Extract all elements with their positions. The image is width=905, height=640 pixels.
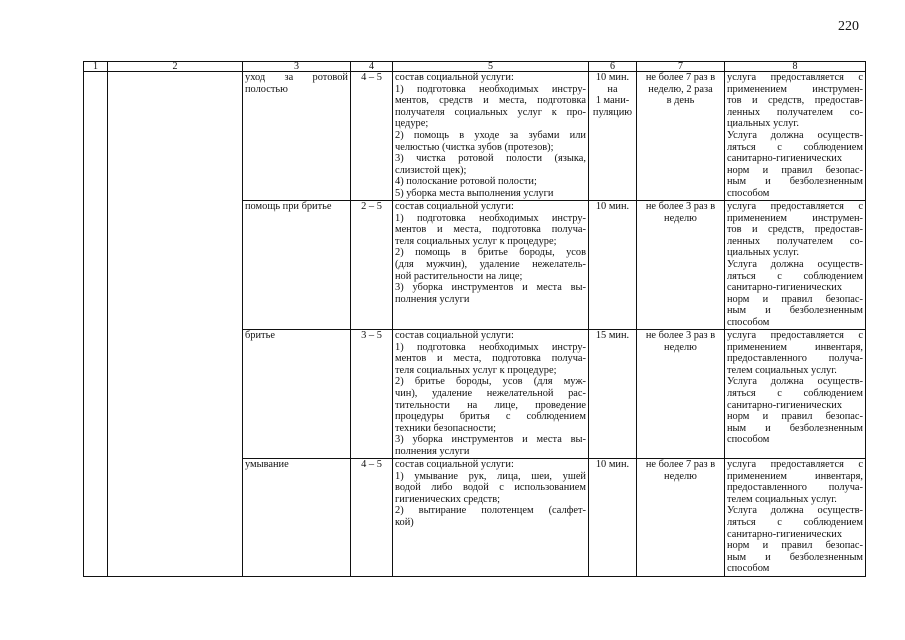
- empty-cell: [84, 72, 108, 577]
- conditions-line: тов и средств, предостав-: [727, 95, 863, 107]
- time-line: 15 мин.: [595, 330, 630, 341]
- column-header: 2: [108, 62, 243, 72]
- content-line: слизистой щек);: [395, 164, 467, 176]
- content-line: 2) бритье бороды, усов (для муж-: [395, 376, 586, 388]
- column-header: 3: [243, 62, 351, 72]
- time-line: 10 мин.: [595, 459, 630, 470]
- service-name-cell: [243, 330, 351, 459]
- content-line: (для мужчин), удаление нежелатель-: [395, 258, 586, 270]
- conditions-line: Услуга должна осуществ-: [727, 258, 863, 270]
- frequency-line: в день: [666, 95, 695, 107]
- column-header: 8: [725, 62, 866, 72]
- service-name-line: умывание: [245, 459, 289, 470]
- service-name-cell: [243, 459, 351, 577]
- table-row: [84, 72, 866, 201]
- conditions-line: циальных услуг.: [727, 118, 799, 130]
- content-line: ной растительности на лице;: [395, 270, 523, 282]
- service-name-cell: [243, 201, 351, 330]
- service-name-line: помощь при бритье: [245, 201, 332, 212]
- content-line: теля социальных услуг к процедуре;: [395, 235, 557, 247]
- column-header: 5: [393, 62, 589, 72]
- content-line: состав социальной услуги:: [395, 459, 514, 470]
- column-header: 6: [589, 62, 637, 72]
- time-line: 10 мин.: [595, 201, 630, 212]
- time-cell: [589, 459, 637, 577]
- content-line: 5) уборка места выполнения услуги: [395, 187, 554, 199]
- content-line: 3) уборка инструментов и места вы-: [395, 434, 586, 446]
- service-content-cell: [393, 201, 589, 330]
- conditions-line: ленных получателем со-: [727, 106, 863, 118]
- conditions-line: предоставленного получа-: [727, 353, 863, 365]
- time-line: на: [607, 83, 618, 95]
- service-name-line: бритье: [245, 330, 275, 341]
- column-numbers-row: [84, 62, 866, 72]
- frequency-line: неделю: [664, 470, 697, 482]
- frequency-line: неделю: [664, 341, 697, 353]
- conditions-line: ным и безболезненным: [727, 305, 863, 317]
- content-line: ментов и места, подготовка получа-: [395, 353, 586, 365]
- conditions-line: санитарно-гигиенических: [727, 399, 843, 411]
- service-content-cell: [393, 459, 589, 577]
- frequency-line: не более 7 раз в: [645, 459, 716, 470]
- conditions-line: тов и средств, предостав-: [727, 224, 863, 236]
- service-name-cell: [243, 72, 351, 201]
- conditions-line: применением инвентаря,: [727, 470, 863, 482]
- conditions-line: норм и правил безопас-: [727, 411, 863, 423]
- frequency-line: неделю: [664, 212, 697, 224]
- grade-cell: 2 – 5: [351, 201, 393, 330]
- content-line: 3) чистка ротовой полости (языка,: [395, 153, 586, 165]
- content-line: 2) помощь в бритье бороды, усов: [395, 247, 586, 259]
- content-line: состав социальной услуги:: [395, 72, 514, 83]
- conditions-line: услуга предоставляется с: [727, 459, 863, 470]
- content-line: 1) подготовка необходимых инстру-: [395, 83, 586, 95]
- conditions-line: циальных услуг.: [727, 247, 799, 259]
- grade-cell: 4 – 5: [351, 459, 393, 577]
- conditions-line: способом: [727, 187, 770, 199]
- service-content-cell: [393, 72, 589, 201]
- conditions-line: санитарно-гигиенических: [727, 153, 843, 165]
- conditions-line: Услуга должна осуществ-: [727, 376, 863, 388]
- conditions-line: Услуга должна осуществ-: [727, 129, 863, 141]
- content-line: водой либо водой с использованием: [395, 482, 586, 494]
- content-line: состав социальной услуги:: [395, 201, 514, 212]
- page-number: 220: [838, 19, 859, 34]
- empty-cell: [108, 72, 243, 577]
- content-line: чин), удаление нежелательной рас-: [395, 387, 586, 399]
- time-cell: [589, 201, 637, 330]
- column-header: 7: [637, 62, 725, 72]
- time-line: 1 мани-: [595, 95, 630, 107]
- frequency-line: не более 3 раз в: [645, 330, 716, 341]
- content-line: ментов и места, подготовка получа-: [395, 224, 586, 236]
- conditions-line: ным и безболезненным: [727, 422, 863, 434]
- grade-cell: 3 – 5: [351, 330, 393, 459]
- conditions-line: предоставленного получа-: [727, 482, 863, 494]
- conditions-line: ляться с соблюдением: [727, 270, 863, 282]
- time-line: пуляцию: [592, 106, 633, 118]
- conditions-line: применением инвентаря,: [727, 341, 863, 353]
- conditions-line: услуга предоставляется с: [727, 201, 863, 212]
- conditions-line: ным и безболезненным: [727, 176, 863, 188]
- content-line: ментов, средств и места, подготовка: [395, 95, 586, 107]
- content-line: 3) уборка инструментов и места вы-: [395, 282, 586, 294]
- content-line: теля социальных услуг к процедуре;: [395, 364, 557, 376]
- services-table: [83, 61, 866, 577]
- time-cell: [589, 72, 637, 201]
- conditions-line: ляться с соблюдением: [727, 516, 863, 528]
- service-content-cell: [393, 330, 589, 459]
- content-line: полнения услуги: [395, 445, 470, 457]
- frequency-line: не более 3 раз в: [645, 201, 716, 212]
- content-line: цедуре;: [395, 118, 429, 130]
- conditions-line: ленных получателем со-: [727, 235, 863, 247]
- content-line: кой): [395, 516, 414, 528]
- conditions-line: санитарно-гигиенических: [727, 528, 843, 540]
- conditions-line: Услуга должна осуществ-: [727, 505, 863, 517]
- conditions-line: услуга предоставляется с: [727, 72, 863, 83]
- conditions-cell: [725, 72, 866, 201]
- time-cell: [589, 330, 637, 459]
- content-line: 1) подготовка необходимых инстру-: [395, 341, 586, 353]
- content-line: 1) подготовка необходимых инстру-: [395, 212, 586, 224]
- conditions-line: норм и правил безопас-: [727, 164, 863, 176]
- content-line: челюстью (чистка зубов (протезов);: [395, 141, 554, 153]
- conditions-line: ляться с соблюдением: [727, 141, 863, 153]
- content-line: 2) помощь в уходе за зубами или: [395, 129, 586, 141]
- conditions-line: телем социальных услуг.: [727, 493, 837, 505]
- conditions-cell: [725, 330, 866, 459]
- content-line: техники безопасности;: [395, 422, 497, 434]
- conditions-line: норм и правил безопас-: [727, 293, 863, 305]
- conditions-line: применением инструмен-: [727, 212, 863, 224]
- grade-cell: 4 – 5: [351, 72, 393, 201]
- content-line: получателя социальных услуг к про-: [395, 106, 586, 118]
- frequency-line: неделю, 2 раза: [648, 83, 713, 95]
- conditions-line: применением инструмен-: [727, 83, 863, 95]
- conditions-line: ляться с соблюдением: [727, 387, 863, 399]
- conditions-line: ным и безболезненным: [727, 551, 863, 563]
- frequency-cell: [637, 459, 725, 577]
- content-line: 2) вытирание полотенцем (салфет-: [395, 505, 586, 517]
- content-line: состав социальной услуги:: [395, 330, 514, 341]
- service-name-line: уход за ротовой: [245, 72, 348, 83]
- content-line: 1) умывание рук, лица, шеи, ушей: [395, 470, 586, 482]
- conditions-cell: [725, 201, 866, 330]
- frequency-line: не более 7 раз в: [645, 72, 716, 83]
- column-header: 4: [351, 62, 393, 72]
- conditions-line: услуга предоставляется с: [727, 330, 863, 341]
- content-line: полнения услуги: [395, 293, 470, 305]
- conditions-line: способом: [727, 316, 770, 328]
- content-line: процедуры бритья с соблюдением: [395, 411, 586, 423]
- conditions-line: способом: [727, 434, 770, 446]
- column-header: 1: [84, 62, 108, 72]
- conditions-cell: [725, 459, 866, 577]
- conditions-line: способом: [727, 563, 770, 575]
- time-line: 10 мин.: [595, 72, 630, 83]
- conditions-line: санитарно-гигиенических: [727, 282, 843, 294]
- content-line: 4) полоскание ротовой полости;: [395, 176, 537, 188]
- frequency-cell: [637, 72, 725, 201]
- frequency-cell: [637, 330, 725, 459]
- content-line: тительности на лице, проведение: [395, 399, 586, 411]
- frequency-cell: [637, 201, 725, 330]
- content-line: гигиенических средств;: [395, 493, 501, 505]
- service-name-line: полостью: [245, 83, 288, 95]
- conditions-line: телем социальных услуг.: [727, 364, 837, 376]
- conditions-line: норм и правил безопас-: [727, 540, 863, 552]
